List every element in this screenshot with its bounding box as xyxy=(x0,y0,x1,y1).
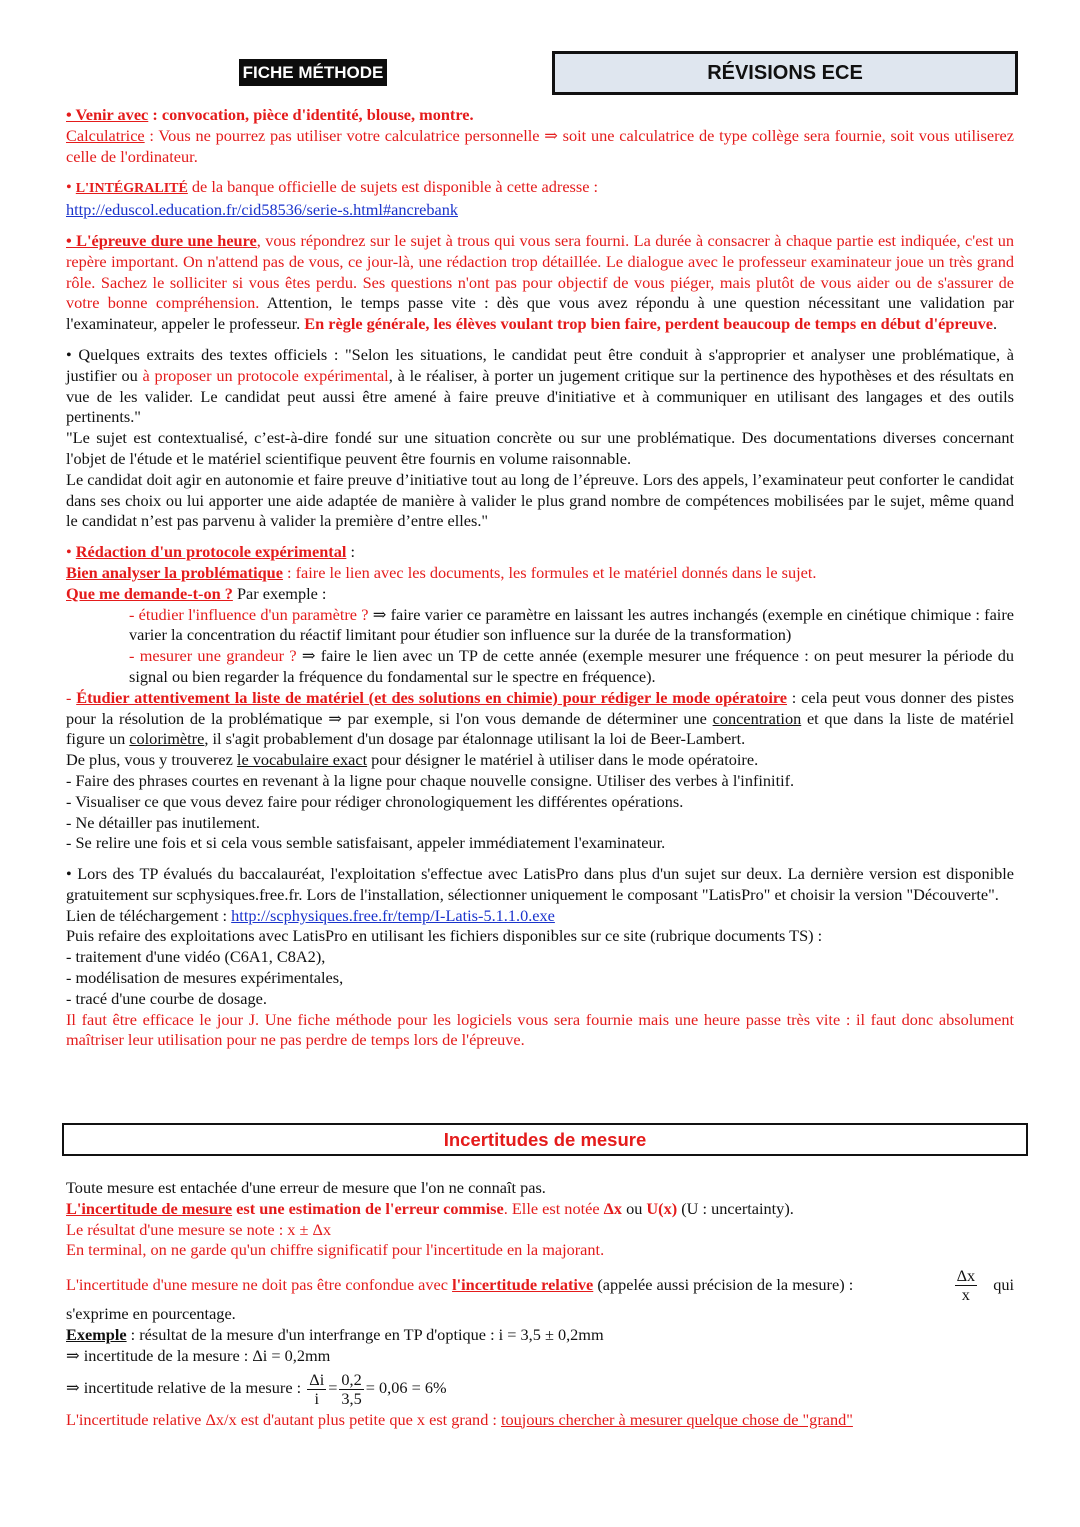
epreuve-red-text: , vous répondrez sur le sujet à trous qui vous sera fourni. La durée à consacrer à chaque partie est indiquée, c'est un repère important. On n'attend pas de vous, ce jour-là, une rédaction trop détaillée. Le dialogue avec le professeur examinateur joue un très grand rôle. Sachez le solliciter si vous êtes perdu. Ses questions n'ont pas pour objectif de vous piéger, mais plutôt de vous aider ou de s'assurer de votre bonne compréhension. xyxy=(66,230,1014,313)
epreuve-duree-label: • L'épreuve dure une heure xyxy=(66,230,257,250)
incertitude-relative-term: l'incertitude relative xyxy=(452,1275,594,1295)
integralite-text: de la banque officielle de sujets est disponible à cette adresse : xyxy=(187,177,599,197)
revisions-ece-title: RÉVISIONS ECE xyxy=(552,51,1018,95)
latispro-section xyxy=(66,864,1014,1051)
incert-line-2-text: . Elle est notée xyxy=(503,1198,604,1218)
fiche-methode-label: FICHE MÉTHODE xyxy=(239,59,387,86)
incert-line-6: s'exprime en pourcentage. xyxy=(66,1304,236,1324)
analyser-label: Bien analyser la problématique xyxy=(66,562,283,582)
question-label: Que me demande-t-on ? xyxy=(66,583,233,603)
fraction-numerator: Δx xyxy=(956,1266,976,1286)
delta-i-fraction xyxy=(307,1371,326,1408)
integralite-label: L'INTÉGRALITÉ xyxy=(75,181,188,197)
latispro-intro: • Lors des TP évalués du baccalauréat, l'exploitation s'effectue avec LatisPro dans plus d'un sujet sur deux. La dernière version est disponible gratuitement sur scphysiques.free.fr. Lors de l'installation, sélectionner uniquement le composant "LatisPro" et choisir la version "Découverte". xyxy=(66,864,1014,904)
qui-word: qui xyxy=(993,1275,1014,1295)
last-line-text: L'incertitude relative Δx/x est d'autant plus petite que x est grand : xyxy=(66,1409,501,1429)
venir-avec-section xyxy=(66,105,1014,167)
exemple-text: : résultat de la mesure d'un interfrange en TP d'optique : i = 3,5 ± 0,2mm xyxy=(126,1324,604,1344)
deplus-text-2: pour désigner le matériel à utiliser dans le mode opératoire. xyxy=(367,750,759,770)
integralite-section xyxy=(66,177,1014,221)
epreuve-section xyxy=(66,231,1014,335)
calculatrice-text: : Vous ne pourrez pas utiliser votre calculatrice personnelle ⇒ soit une calculatrice de type collège sera fournie, soit vous utiliserez celle de l'ordinateur. xyxy=(66,125,1014,166)
venir-avec-text: : convocation, pièce d'identité, blouse, montre. xyxy=(148,105,474,124)
calculatrice-label: Calculatrice xyxy=(66,125,145,145)
item1-text: ⇒ faire varier ce paramètre en laissant les autres inchangés (exemple en cinétique chimique : faire varier la concentration du réactif limitant pour étudier son influence sur la durée de la transformation) xyxy=(129,604,1014,645)
exemple-line-3-text: ⇒ incertitude relative de la mesure : xyxy=(66,1377,306,1397)
latispro-item: - traitement d'une vidéo (C6A1, C8A2), xyxy=(66,947,326,967)
extraits-section xyxy=(66,345,1014,532)
fraction-numerator: Δi xyxy=(309,1369,325,1389)
delta-x-term: Δx xyxy=(603,1198,622,1218)
fraction-denominator: 3,5 xyxy=(341,1388,362,1408)
concentration-term: concentration xyxy=(712,708,802,728)
incert-line-3: Le résultat d'une mesure se note : x ± Δx xyxy=(66,1219,332,1239)
vocabulaire-term: le vocabulaire exact xyxy=(236,750,368,770)
bullet: • xyxy=(66,542,76,562)
incertitudes-body xyxy=(66,1178,1014,1430)
epreuve-black-text: Attention, le temps passe vite : dès que vous avez répondu à une question nécessitant une validation par l'examinateur, appeler le professeur. xyxy=(66,293,1015,334)
question-text: Par exemple : xyxy=(232,583,327,603)
etudier-text-3: , il s'agit probablement d'un dosage par étalonnage utilisant la loi de Beer-Lambert. xyxy=(204,729,746,749)
document-body xyxy=(66,105,1014,1061)
latispro-item: - tracé d'une courbe de dosage. xyxy=(66,988,267,1008)
latispro-refaire: Puis refaire des exploitations avec LatisPro en utilisant les fichiers disponibles sur ce site (rubrique documents TS) : xyxy=(66,926,823,946)
fraction-numerator: 0,2 xyxy=(341,1369,362,1389)
etudier-label: Étudier attentivement la liste de matériel (et des solutions en chimie) pour rédiger le mode opératoire xyxy=(76,687,788,707)
incert-line-1: Toute mesure est entachée d'une erreur de mesure que l'on ne connaît pas. xyxy=(66,1178,546,1197)
redaction-title: Rédaction d'un protocole expérimental xyxy=(75,542,347,562)
incert-line-2-bold: est une estimation de l'erreur commise xyxy=(232,1198,504,1218)
download-label: Lien de téléchargement : xyxy=(66,905,232,925)
venir-avec-label: • Venir avec xyxy=(66,105,149,124)
uncertainty-note: (U : uncertainty). xyxy=(677,1198,794,1218)
incert-line-5-a: L'incertitude d'une mesure ne doit pas être confondue avec xyxy=(66,1275,453,1295)
item2-text: ⇒ faire le lien avec un TP de cette année (exemple mesurer une fréquence : on peut mesurer la période du signal ou bien regarder la fréquence du fondamental sur le spectre en fréquence). xyxy=(129,646,1015,686)
exemple-label: Exemple xyxy=(66,1324,127,1344)
fraction-denominator: x xyxy=(961,1285,970,1305)
tip-item: - Visualiser ce que vous devez faire pour rédiger chronologiquement les différentes opérations. xyxy=(66,791,684,811)
extraits-text-1: • Quelques extraits des textes officiels : "Selon les situations, le candidat peut être conduit à s'approprier et analyser une problématique, à justifier ou xyxy=(66,344,1014,385)
tip-item: - Se relire une fois et si cela vous semble satisfaisant, appeler immédiatement l'examinateur. xyxy=(66,833,666,853)
exemple-result: = 0,06 = 6% xyxy=(365,1377,447,1397)
protocole-highlight: à proposer un protocole expérimental xyxy=(142,365,389,385)
equals-sign: = xyxy=(328,1377,338,1397)
etudier-text-2: et que dans la liste de matériel figure un xyxy=(66,708,1014,749)
item2-label: - mesurer une grandeur ? xyxy=(129,646,297,666)
tip-item: - Ne détailler pas inutilement. xyxy=(66,812,260,832)
relative-fraction xyxy=(955,1267,978,1304)
etudier-text-1: : cela peut vous donner des pistes pour la résolution de la problématique ⇒ par exemple, si l'on vous demande de déterminer une xyxy=(66,687,1015,728)
incert-line-5-b: (appelée aussi précision de la mesure) : xyxy=(593,1275,854,1295)
colon: : xyxy=(346,542,355,562)
period: . xyxy=(993,314,998,334)
extraits-paragraph-c: Le candidat doit agir en autonomie et faire preuve d’initiative tout au long de l’épreuve. Lors des appels, l’examinateur peut conforter le candidat dans ses choix ou lui apporter une aide adaptée de manière à valider le plus grand nombre de compétences mobilisées par le sujet, même quand le candidat n’est pas parvenu à valider la première d’entre elles." xyxy=(66,469,1014,531)
bullet: • xyxy=(66,177,76,197)
regle-generale-text: En règle générale, les élèves voulant trop bien faire, perdent beaucoup de temps en début d'épreuve xyxy=(300,314,994,334)
value-fraction xyxy=(339,1371,363,1408)
incertitudes-section-title: Incertitudes de mesure xyxy=(62,1123,1028,1156)
deplus-text-1: De plus, vous y trouverez xyxy=(66,750,237,770)
eduscol-link[interactable]: http://eduscol.education.fr/cid58536/serie-s.html#ancrebank xyxy=(66,200,458,220)
item1-label: - étudier l'influence d'un paramètre ? xyxy=(129,604,369,624)
latispro-warning: Il faut être efficace le jour J. Une fiche méthode pour les logiciels vous sera fournie mais une heure passe très vite : il faut donc absolument maîtriser leur utilisation pour ne pas perdre de temps lors de l'épreuve. xyxy=(66,1009,1014,1050)
ou-word: ou xyxy=(622,1198,647,1218)
grand-advice: toujours chercher à mesurer quelque chose de "grand" xyxy=(501,1409,853,1429)
latis-download-link[interactable]: http://scphysiques.free.fr/temp/I-Latis-5.1.1.0.exe xyxy=(231,905,555,925)
incertitude-mesure-term: L'incertitude de mesure xyxy=(66,1198,233,1218)
redaction-section xyxy=(66,542,1014,854)
extraits-paragraph-b: "Le sujet est contextualisé, c’est-à-dire fondé sur une situation concrète ou sur une problématique. Des documentations diverses concernant l'objet de l'étude et le matériel scientifique peuvent être fournis en volume raisonnable. xyxy=(66,428,1014,468)
extraits-text-2: , à le réaliser, à porter un jugement critique sur la pertinence des hypothèses et des résultats en vue de les valider. Le candidat peut aussi être amené à faire preuve d'initiative et à communiquer en utilisant des langages et des outils pertinents." xyxy=(66,365,1015,427)
analyser-text: : faire le lien avec les documents, les formules et le matériel donnés dans le sujet. xyxy=(282,562,817,582)
latispro-item: - modélisation de mesures expérimentales, xyxy=(66,968,344,988)
exemple-line-2: ⇒ incertitude de la mesure : Δi = 0,2mm xyxy=(66,1345,331,1365)
colorimetre-term: colorimètre xyxy=(129,729,205,749)
ux-term: U(x) xyxy=(646,1198,678,1218)
incert-line-4: En terminal, on ne garde qu'un chiffre significatif pour l'incertitude en la majorant. xyxy=(66,1240,605,1260)
tip-item: - Faire des phrases courtes en revenant à la ligne pour chaque nouvelle consigne. Utiliser des verbes à l'infinitif. xyxy=(66,770,795,790)
dash: - xyxy=(66,687,77,707)
fraction-denominator: i xyxy=(314,1388,319,1408)
